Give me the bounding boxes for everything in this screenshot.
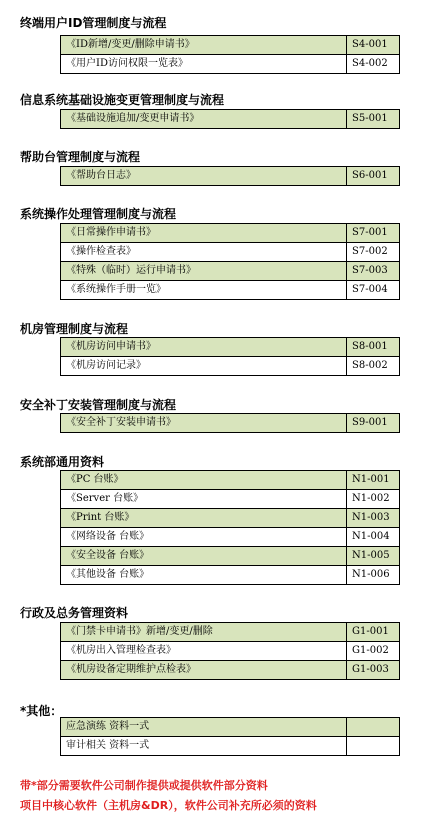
table-row [61, 36, 400, 55]
footnote: 项目中核心软件（主机房&DR），软件公司补充所必须的资料 [20, 799, 317, 812]
table-row [61, 661, 400, 680]
document-name: 《机房出入管理检查表》 [61, 642, 347, 661]
table-row [61, 471, 400, 490]
document-name: 《特殊（临时）运行申请书》 [61, 262, 347, 281]
document-name: 《Print 台账》 [61, 509, 347, 528]
document-code: G1-003 [347, 661, 400, 680]
document-table [60, 337, 400, 376]
document-code: S7-001 [347, 224, 400, 243]
table-row [61, 547, 400, 566]
document-name: 《机房设备定期维护点检表》 [61, 661, 347, 680]
document-table [60, 717, 400, 756]
document-table [60, 622, 400, 680]
document-name: 《Server 台账》 [61, 490, 347, 509]
document-name: 《操作检查表》 [61, 243, 347, 262]
footnote: 带*部分需要软件公司制作提供或提供软件部分资料 [20, 779, 268, 792]
section-heading: 安全补丁安装管理制度与流程 [20, 398, 177, 412]
document-code: N1-002 [347, 490, 400, 509]
document-code: G1-001 [347, 623, 400, 642]
document-name: 《PC 台账》 [61, 471, 347, 490]
document-code: S5-001 [347, 110, 400, 129]
document-code [347, 737, 400, 756]
section-heading: 终端用户ID管理制度与流程 [20, 16, 167, 30]
document-name: 《其他设备 台账》 [61, 566, 347, 585]
table-row [61, 357, 400, 376]
table-row [61, 566, 400, 585]
table-row [61, 262, 400, 281]
table-row [61, 167, 400, 186]
table-row [61, 224, 400, 243]
document-table [60, 35, 400, 74]
document-name: 《机房访问申请书》 [61, 338, 347, 357]
table-row [61, 737, 400, 756]
document-name: 审计相关 资料一式 [61, 737, 347, 756]
document-code: S7-003 [347, 262, 400, 281]
document-name: 《机房访问记录》 [61, 357, 347, 376]
section-heading: 系统部通用资料 [20, 455, 105, 469]
document-name: 《安全补丁安装申请书》 [61, 414, 347, 433]
document-name: 《日常操作申请书》 [61, 224, 347, 243]
section-heading: 机房管理制度与流程 [20, 322, 129, 336]
section-heading: 信息系统基础设施变更管理制度与流程 [20, 93, 225, 107]
document-code: S4-001 [347, 36, 400, 55]
section-heading: 系统操作处理管理制度与流程 [20, 207, 177, 221]
table-row [61, 642, 400, 661]
document-code: S7-004 [347, 281, 400, 300]
document-name: 《帮助台日志》 [61, 167, 347, 186]
table-row [61, 338, 400, 357]
document-table [60, 223, 400, 300]
document-code: S6-001 [347, 167, 400, 186]
document-code: N1-006 [347, 566, 400, 585]
table-row [61, 55, 400, 74]
document-name: 《安全设备 台账》 [61, 547, 347, 566]
document-code: S9-001 [347, 414, 400, 433]
document-name: 《ID新增/变更/删除申请书》 [61, 36, 347, 55]
table-row [61, 414, 400, 433]
table-row [61, 509, 400, 528]
document-table [60, 470, 400, 585]
document-name: 《系统操作手册一览》 [61, 281, 347, 300]
document-code [347, 718, 400, 737]
document-code: S7-002 [347, 243, 400, 262]
document-name: 《门禁卡申请书》新增/变更/删除 [61, 623, 347, 642]
document-code: N1-005 [347, 547, 400, 566]
document-code: S4-002 [347, 55, 400, 74]
document-code: S8-001 [347, 338, 400, 357]
table-row [61, 718, 400, 737]
section-heading: 行政及总务管理资料 [20, 606, 129, 620]
table-row [61, 110, 400, 129]
table-row [61, 528, 400, 547]
document-code: N1-001 [347, 471, 400, 490]
section-heading: 帮助台管理制度与流程 [20, 150, 141, 164]
document-name: 《用户ID访问权限一览表》 [61, 55, 347, 74]
table-row [61, 281, 400, 300]
table-row [61, 623, 400, 642]
document-name: 应急演练 资料一式 [61, 718, 347, 737]
document-code: N1-003 [347, 509, 400, 528]
document-name: 《网络设备 台账》 [61, 528, 347, 547]
document-code: G1-002 [347, 642, 400, 661]
document-code: N1-004 [347, 528, 400, 547]
document-name: 《基础设施追加/变更申请书》 [61, 110, 347, 129]
document-code: S8-002 [347, 357, 400, 376]
table-row [61, 490, 400, 509]
document-table [60, 413, 400, 433]
section-heading: *其他： [20, 704, 63, 718]
document-table [60, 166, 400, 186]
table-row [61, 243, 400, 262]
document-table [60, 109, 400, 129]
